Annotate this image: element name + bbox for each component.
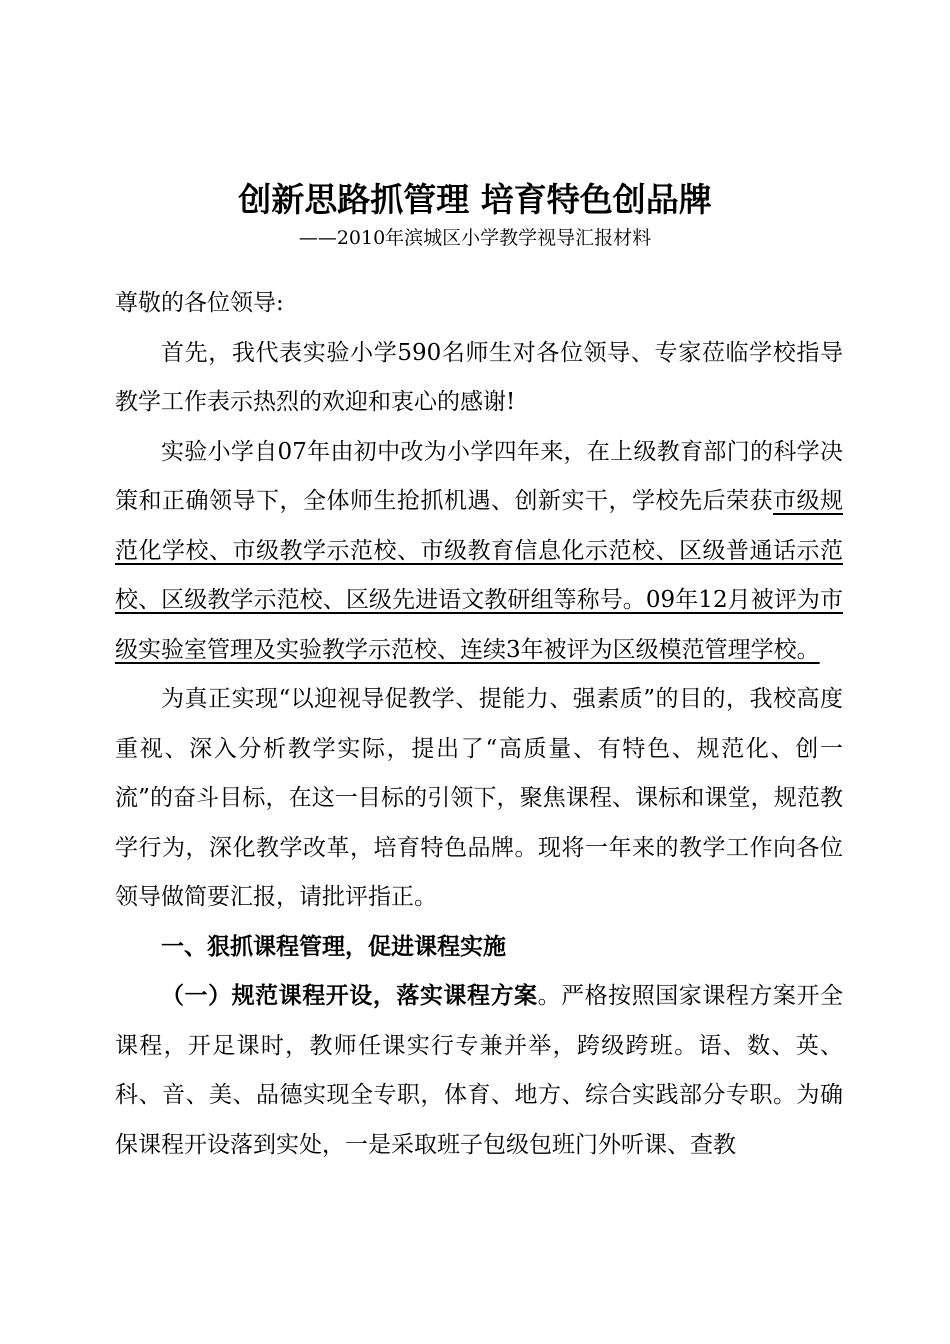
paragraph-honors bbox=[115, 428, 843, 676]
document-body bbox=[115, 279, 843, 1170]
subsection-text-1: 。严格按照国家课程方案开全课程，开足课时，教师任课实行专兼并举，跨级跨班。语、数、英、科、音、美、品德实现全专职，体育、地方、综合实践部分专职。为确保课程开设落到实处，一是采取班子包级包班门外听课、查教 bbox=[115, 983, 844, 1158]
paragraph-curriculum bbox=[115, 972, 843, 1170]
paragraph-goals: 为真正实现“以迎视导促教学、提能力、强素质”的目的，我校高度重视、深入分析教学实际，提出了“高质量、有特色、规范化、创一流”的奋斗目标，在这一目标的引领下，聚焦课程、课标和课堂，规范教学行为，深化教学改革，培育特色品牌。现将一年来的教学工作向各位领导做简要汇报，请批评指正。 bbox=[115, 686, 843, 910]
honors-list: 市级规范化学校、市级教学示范校、市级教育信息化示范校、区级普通话示范校、区级教学示范校、区级先进语文教研组等称号。09年12月被评为市级实验室管理及实验教学示范校、连续3年被评为区级模范管理学校。 bbox=[115, 488, 843, 663]
paragraph-welcome: 首先，我代表实验小学590名师生对各位领导、专家莅临学校指导教学工作表示热烈的欢迎和衷心的感谢! bbox=[115, 339, 843, 415]
honors-intro: 实验小学自07年由初中改为小学四年来，在上级教育部门的科学决策和正确领导下，全体师生抢抓机遇、创新实干，学校先后荣获 bbox=[115, 438, 843, 514]
section-heading-1: 一、狠抓课程管理，促进课程实施 bbox=[161, 933, 506, 960]
document-subtitle: ——2010年滨城区小学教学视导汇报材料 bbox=[298, 227, 652, 249]
subsection-heading-1: （一）规范课程开设，落实课程方案 bbox=[161, 983, 538, 1009]
salutation: 尊敬的各位领导: bbox=[115, 290, 284, 316]
document-title: 创新思路抓管理 培育特色创品牌 bbox=[238, 180, 712, 219]
